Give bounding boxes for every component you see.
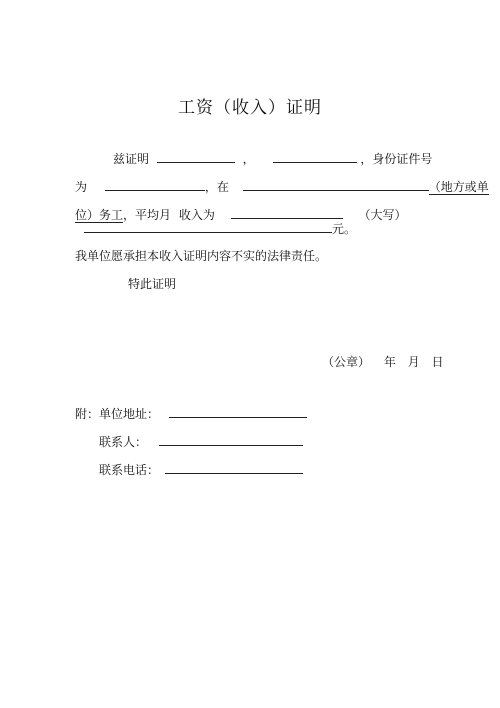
text-responsibility: 我单位愿承担本收入证明内容不实的法律责任。 xyxy=(75,249,328,263)
text-at: ，在 xyxy=(204,180,229,194)
line-2 xyxy=(75,178,489,195)
text-seal: （公章） xyxy=(322,355,371,369)
line-6 xyxy=(128,276,176,292)
id-number-blank[interactable] xyxy=(105,178,205,191)
unit-address-blank[interactable] xyxy=(169,405,307,418)
place-blank[interactable] xyxy=(243,178,429,191)
gender-blank[interactable] xyxy=(273,150,357,163)
text-yuan: 元。 xyxy=(332,222,357,236)
attach-phone-line xyxy=(99,461,303,478)
text-id-number: ，身份证件号 xyxy=(360,152,433,166)
seal-date-line xyxy=(322,354,444,370)
income-blank[interactable] xyxy=(231,206,343,219)
text-avg-month: ，平均月 xyxy=(123,208,172,222)
text-contact-phone: 联系电话： xyxy=(99,463,160,477)
text-certify: 兹证明 xyxy=(113,152,150,166)
text-month: 月 xyxy=(407,355,420,369)
attach-address-line xyxy=(75,405,307,422)
text-capital: （大写） xyxy=(358,208,407,222)
text-comma: ， xyxy=(242,152,255,166)
text-place-or-unit: （地方或单 xyxy=(428,180,489,194)
text-day: 日 xyxy=(431,355,444,369)
attach-contact-line xyxy=(99,433,303,450)
document-title: 工资（收入）证明 xyxy=(178,98,322,118)
text-income: 收入为 xyxy=(178,208,215,222)
capital-amount-blank[interactable] xyxy=(84,220,332,233)
text-wei: 为 xyxy=(75,180,88,194)
text-contact-person: 联系人： xyxy=(99,435,148,449)
contact-phone-blank[interactable] xyxy=(165,461,303,474)
text-attach: 附： xyxy=(75,407,100,421)
line-5 xyxy=(75,248,327,264)
text-unit-address: 单位地址： xyxy=(99,407,160,421)
text-year: 年 xyxy=(383,355,396,369)
line-4 xyxy=(84,220,356,237)
line-1 xyxy=(113,150,432,167)
text-unit-work: 位）务工 xyxy=(75,208,124,222)
name-blank[interactable] xyxy=(157,150,235,163)
text-hereby-certify: 特此证明 xyxy=(128,277,177,291)
contact-person-blank[interactable] xyxy=(159,433,303,446)
